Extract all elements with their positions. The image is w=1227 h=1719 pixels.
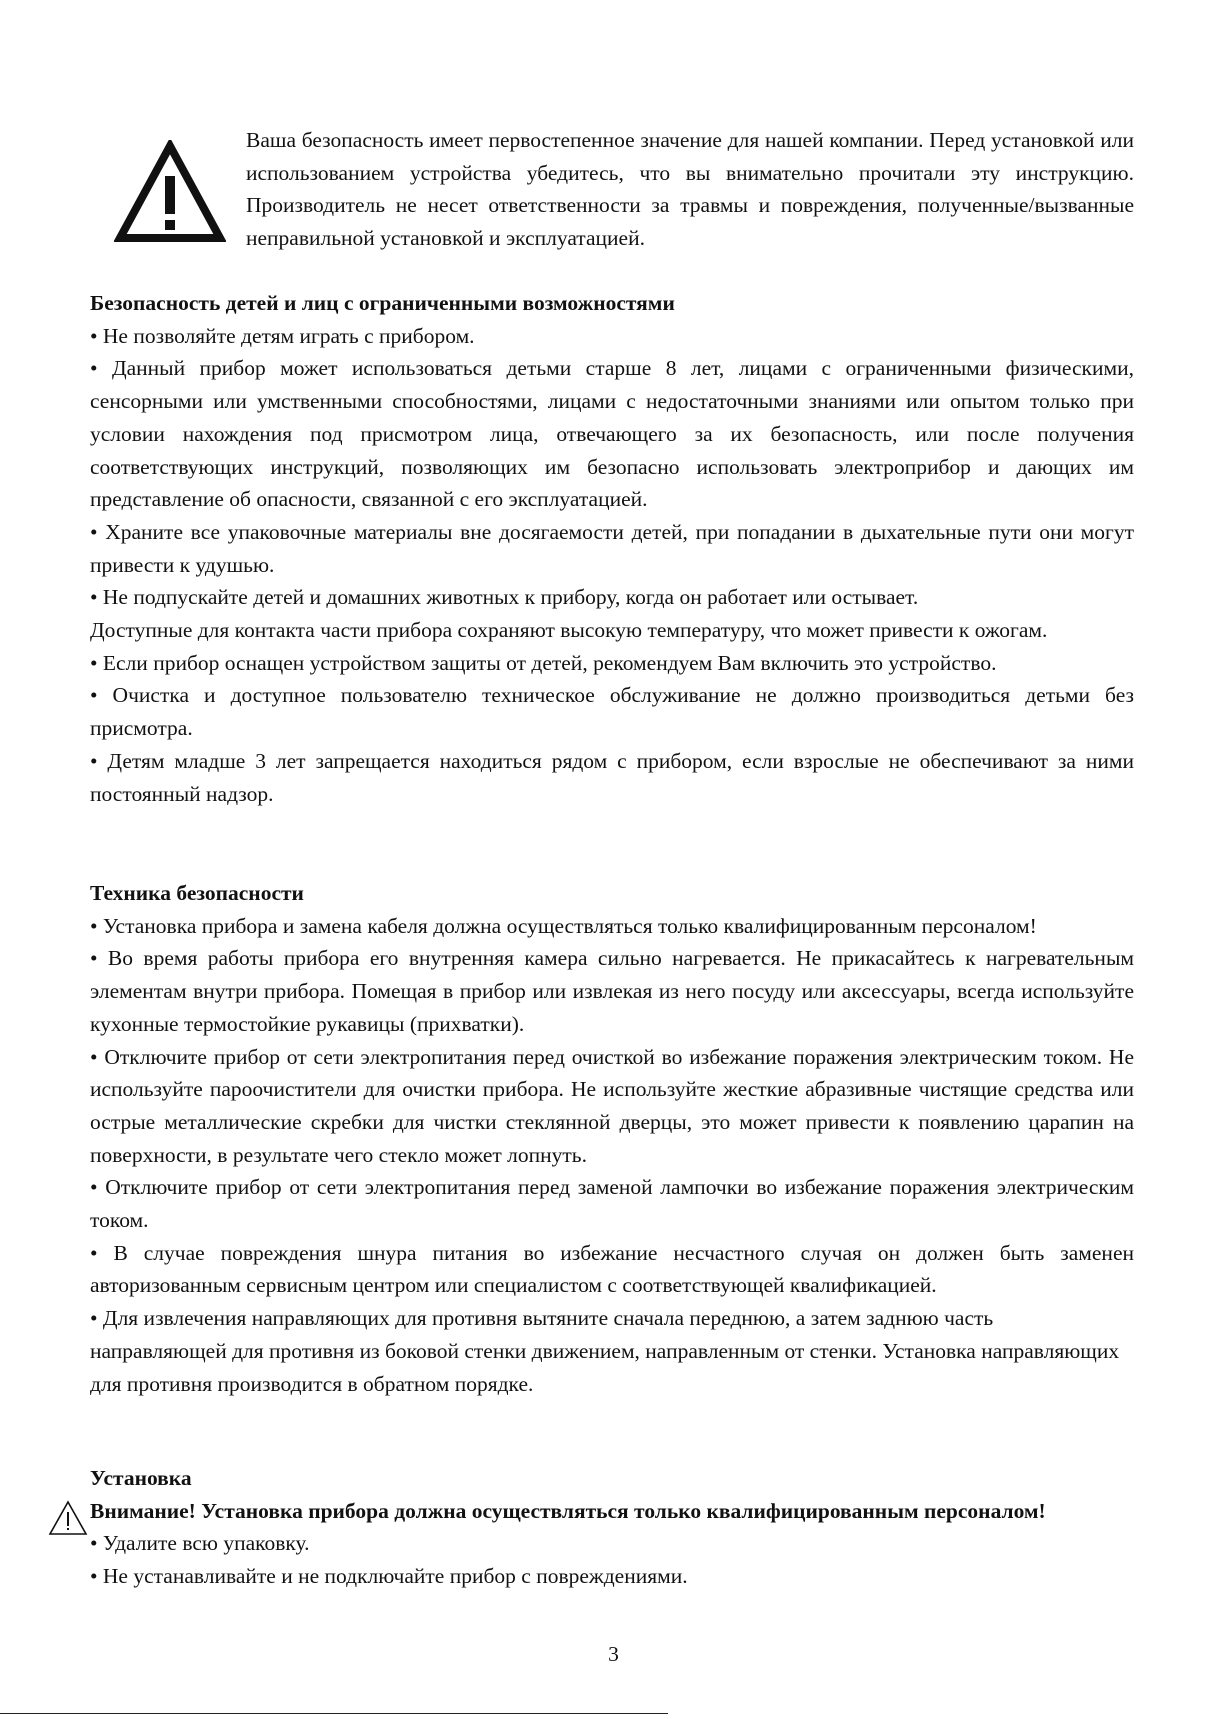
section-heading: Установка	[90, 1466, 192, 1490]
list-item: • Данный прибор может использоваться детьми старше 8 лет, лицами с ограниченными физическими, сенсорными или умственными способностями, лицами с недостаточными знаниями или опытом только при условии нахождения под присмотром лица, отвечающего за их безопасность, или после получения соответствующих инструкций, позволяющих им безопасно использовать электроприбор и дающих им представление об опасности, связанной с его эксплуатацией.	[90, 356, 1134, 512]
section-installation	[90, 1462, 1134, 1593]
list-item: • Отключите прибор от сети электропитания перед очисткой во избежание поражения электрическим током. Не используйте пароочистители для очистки прибора. Не используйте жесткие абразивные чистящие средства или острые металлические скребки для чистки стеклянной дверцы, это может привести к появлению царапин на поверхности, в результате чего стекло может лопнуть.	[90, 1044, 1134, 1167]
list-item: • Для извлечения направляющих для противня вытяните сначала переднюю, а затем заднюю часть направляющей для противня из боковой стенки движением, направленным от стенки. Установка направляющих для противня производится в обратном порядке.	[90, 1306, 1120, 1396]
list-item: • Не подпускайте детей и домашних животных к прибору, когда он работает или остывает.	[90, 585, 919, 610]
list-item: • Если прибор оснащен устройством защиты от детей, рекомендуем Вам включить это устройство.	[90, 650, 997, 675]
list-item: • Установка прибора и замена кабеля должна осуществляться только квалифицированным персоналом!	[90, 913, 1037, 938]
list-item: • Отключите прибор от сети электропитания перед заменой лампочки во избежание поражения электрическим током.	[90, 1175, 1134, 1233]
warning-small-icon	[48, 1500, 88, 1536]
list-item: • Удалите всю упаковку.	[90, 1531, 310, 1556]
section-heading: Техника безопасности	[90, 881, 304, 905]
list-item: • Не устанавливайте и не подключайте прибор с повреждениями.	[90, 1564, 688, 1589]
warning-text: Внимание! Установка прибора должна осуществляться только квалифицированным персоналом!	[90, 1498, 1046, 1523]
list-item: • Во время работы прибора его внутренняя камера сильно нагревается. Не прикасайтесь к нагревательным элементам внутри прибора. Помещая в прибор или извлекая из него посуду или аксессуары, всегда используйте кухонные термостойкие рукавицы (прихватки).	[90, 946, 1134, 1036]
list-item: Доступные для контакта части прибора сохраняют высокую температуру, что может привести к ожогам.	[90, 618, 1048, 643]
section-heading: Безопасность детей и лиц с ограниченными возможностями	[90, 291, 675, 315]
section-children-safety	[90, 287, 1134, 810]
list-item: • В случае повреждения шнура питания во избежание несчастного случая он должен быть заменен авторизованным сервисным центром или специалистом с соответствующей квалификацией.	[90, 1240, 1134, 1298]
list-item: • Детям младше 3 лет запрещается находиться рядом с прибором, если взрослые не обеспечивают за ними постоянный надзор.	[90, 748, 1134, 806]
intro-paragraph: Ваша безопасность имеет первостепенное значение для нашей компании. Перед установкой или использованием устройства убедитесь, что вы внимательно прочитали эту инструкцию. Производитель не несет ответственности за травмы и повреждения, полученные/вызванные неправильной установкой и эксплуатацией.	[246, 128, 1134, 250]
warning-triangle-icon	[114, 140, 226, 244]
list-item: • Не позволяйте детям играть с прибором.	[90, 323, 475, 348]
list-item: • Очистка и доступное пользователю техническое обслуживание не должно производиться детьми без присмотра.	[90, 683, 1134, 741]
list-item: • Храните все упаковочные материалы вне досягаемости детей, при попадании в дыхательные пути они могут привести к удушью.	[90, 519, 1134, 577]
page-number: 3	[608, 1642, 619, 1666]
section-safety-technique	[90, 877, 1134, 1400]
bottom-rule	[0, 1713, 668, 1714]
